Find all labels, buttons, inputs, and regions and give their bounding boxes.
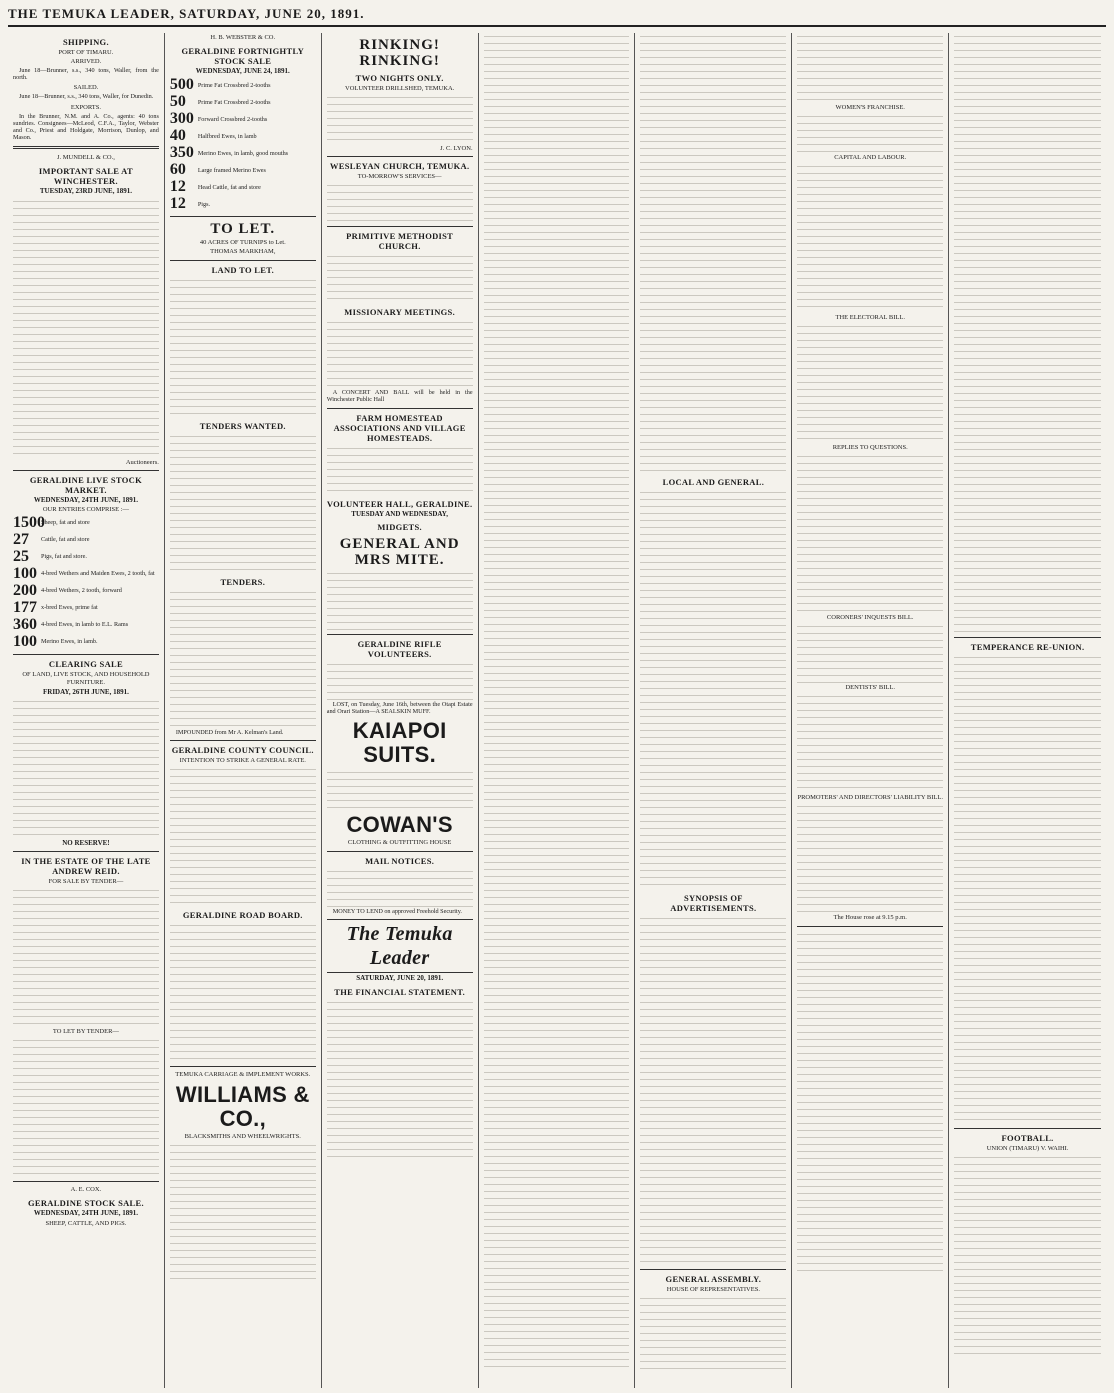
divider [13, 146, 159, 149]
text-body [797, 323, 943, 443]
text-body [170, 277, 316, 417]
lot-text: Cattle, fat and store [41, 536, 90, 544]
column-4 [479, 33, 636, 1388]
text-body [954, 1154, 1101, 1354]
list-item [170, 196, 316, 212]
list-item [13, 532, 159, 548]
sailed-text: June 18—Brunner, s.s., 340 tons, Waller, for Dunedin. [19, 93, 154, 101]
list-item [170, 145, 316, 161]
column-5 [635, 33, 792, 1388]
volunteer-hall: VOLUNTEER DRILLSHED, TEMUKA. [345, 85, 455, 92]
tenders-wanted-heading: TENDERS WANTED. [199, 421, 286, 432]
masthead [8, 6, 1106, 27]
carriage-heading: TEMUKA CARRIAGE & IMPLEMENT WORKS. [175, 1071, 311, 1079]
stock-market-date: WEDNESDAY, 24TH JUNE, 1891. [33, 495, 138, 504]
county-council-heading: GERALDINE COUNTY COUNCIL. [171, 745, 314, 756]
columns [8, 33, 1106, 1388]
list-item [170, 77, 316, 93]
divider [170, 216, 316, 217]
capital-heading: CAPITAL AND LABOUR. [834, 154, 907, 161]
clearing-sub: OF LAND, LIVE STOCK, AND HOUSEHOLD FURNITURE. [22, 671, 150, 687]
text-body [327, 999, 473, 1159]
text-body [640, 915, 786, 1265]
lost-text: LOST, on Tuesday, June 16th, between the Otapi Estate and Orari Station—A SEALSKIN MUFF. [326, 700, 473, 716]
geraldine-stock-date: WEDNESDAY, 24TH JUNE, 1891. [33, 1209, 138, 1218]
cowan-heading: COWAN'S [346, 812, 453, 838]
column-2 [165, 33, 322, 1388]
two-nights-heading: TWO NIGHTS ONLY. [355, 73, 444, 83]
text-body [484, 33, 630, 1373]
house-heading: HOUSE OF REPRESENTATIVES. [666, 1286, 760, 1293]
list-item [13, 583, 159, 599]
promoters-heading: PROMOTERS' AND DIRECTORS' LIABILITY BILL. [797, 794, 943, 801]
exports-label: EXPORTS. [70, 103, 101, 111]
electoral-heading: THE ELECTORAL BILL. [835, 314, 905, 321]
list-item [13, 617, 159, 633]
volunteer-geraldine-heading: VOLUNTEER HALL, GERALDINE. [326, 498, 473, 509]
text-body [327, 868, 473, 908]
webster-name: H. B. WEBSTER & CO. [210, 34, 276, 41]
general-mite-heading: GENERAL AND MRS MITE. [339, 535, 460, 568]
sale-title: IMPORTANT SALE AT WINCHESTER. [38, 166, 133, 187]
lot-number: 12 [169, 195, 186, 213]
webster-date: WEDNESDAY, JUNE 24, 1891. [195, 67, 290, 75]
concert-text: A CONCERT AND BALL will be held in the Winchester Public Hall [326, 389, 473, 404]
text-body [797, 163, 943, 313]
divider [13, 851, 159, 852]
paper-date: SATURDAY, JUNE 20, 1891. [356, 974, 444, 983]
divider [327, 226, 473, 227]
webster-lots [170, 77, 316, 212]
lot-number: 360 [13, 616, 37, 634]
sheep-cattle: SHEEP, CATTLE, AND PIGS. [45, 1219, 127, 1227]
sailed-label: SAILED. [73, 84, 99, 92]
lot-number: 300 [169, 110, 194, 128]
farm-homestead-heading: FARM HOMESTEAD ASSOCIATIONS AND VILLAGE HOMESTEADS. [333, 412, 466, 443]
services-label: TO-MORROW'S SERVICES— [357, 173, 442, 181]
geraldine-stock-heading: GERALDINE STOCK SALE. [27, 1198, 144, 1209]
sale-agent: J. MUNDELL & CO., [56, 154, 115, 162]
coroners-heading: CORONERS' INQUESTS BILL. [826, 614, 914, 621]
list-item [13, 600, 159, 616]
kaiapoi-heading: KAIAPOI SUITS. [352, 718, 447, 768]
lot-number: 177 [13, 599, 37, 617]
divider [640, 1269, 786, 1270]
lot-number: 1500 [13, 514, 45, 532]
clothing-sub: CLOTHING & OUTFITTING HOUSE [347, 839, 452, 847]
mail-heading: MAIL NOTICES. [365, 856, 435, 867]
column-7 [949, 33, 1106, 1388]
arrived-label: ARRIVED. [70, 58, 102, 65]
text-body [327, 319, 473, 389]
divider [170, 1066, 316, 1067]
divider [327, 634, 473, 635]
list-item [13, 515, 159, 531]
arrived-text: June 18—Brunner, s.s., 340 tons, Waller, from the north. [13, 67, 159, 82]
divider [954, 1128, 1101, 1129]
divider [327, 851, 473, 852]
missionary-heading: MISSIONARY MEETINGS. [344, 307, 455, 318]
temperance-heading: TEMPERANCE RE-UNION. [970, 642, 1085, 652]
house-rose: The House rose at 9.15 p.m. [833, 914, 907, 921]
sale-date: TUESDAY, 23RD JUNE, 1891. [39, 187, 132, 196]
lot-text: 4-bred Wethers and Maiden Ewes, 2 tooth, fat [41, 570, 155, 578]
lot-number: 100 [13, 565, 37, 583]
lots-list [13, 515, 159, 650]
money-text: MONEY TO LEND on approved Freehold Security. [332, 908, 462, 916]
text-body [13, 887, 159, 1027]
geraldine-fortnightly-heading: GERALDINE FORTNIGHTLY STOCK SALE [181, 46, 305, 66]
lot-text: Forward Crossbred 2-tooths [197, 115, 268, 123]
text-body [170, 1142, 316, 1282]
text-body [327, 661, 473, 701]
replies-heading: REPLIES TO QUESTIONS. [832, 444, 908, 451]
lot-text: Pigs. [197, 200, 211, 208]
lot-text: Large framed Merino Ewes [197, 166, 266, 174]
tenders-heading: TENDERS. [220, 577, 266, 588]
column-3 [322, 33, 479, 1388]
shipping-heading: SHIPPING. [62, 37, 109, 47]
port-heading: PORT OF TIMARU. [58, 49, 114, 56]
text-body [797, 931, 943, 1271]
rifle-heading: GERALDINE RIFLE VOLUNTEERS. [357, 638, 442, 659]
union-heading: UNION (TIMARU) V. WAIHI. [986, 1145, 1069, 1152]
text-body [797, 803, 943, 913]
list-item [170, 94, 316, 110]
tue-wed-date: TUESDAY AND WEDNESDAY, [351, 509, 448, 518]
football-heading: FOOTBALL. [1001, 1133, 1054, 1143]
paper-title: The Temuka Leader [327, 919, 473, 973]
auctioneers-sig: Auctioneers. [125, 458, 159, 466]
land-to-let-heading: LAND TO LET. [211, 265, 274, 276]
clearing-date: FRIDAY, 26TH JUNE, 1891. [43, 688, 129, 697]
divider [13, 1181, 159, 1182]
lot-number: 25 [13, 548, 29, 566]
divider [170, 740, 316, 741]
text-body [954, 33, 1101, 633]
to-let-heading: TO LET. [210, 221, 276, 238]
lot-text: Prime Fat Crossbred 2-tooths [197, 98, 271, 106]
cox-sig: A. E. COX. [70, 1186, 102, 1194]
stock-market-heading: GERALDINE LIVE STOCK MARKET. [29, 474, 142, 495]
list-item [13, 549, 159, 565]
midgets-heading: MIDGETS. [377, 521, 422, 532]
estate-heading: IN THE ESTATE OF THE LATE ANDREW REID. [21, 856, 151, 877]
list-item [13, 566, 159, 582]
wesleyan-heading: WESLEYAN CHURCH, TEMUKA. [329, 161, 470, 172]
rinking-heading: RINKING! RINKING! [359, 37, 440, 69]
turnips-text: 40 ACRES OF TURNIPS to Let. [199, 239, 286, 247]
text-body [13, 698, 159, 838]
list-item [170, 179, 316, 195]
text-body [327, 769, 473, 809]
impounded-text: IMPOUNDED from Mr A. Kelman's Land. [175, 729, 284, 737]
text-body [327, 445, 473, 495]
womens-heading: WOMEN'S FRANCHISE. [835, 104, 905, 111]
text-body [327, 182, 473, 222]
lot-text: 4-bred Ewes, in lamb to E.L. Rams [41, 621, 129, 629]
text-body [170, 433, 316, 573]
divider [327, 408, 473, 409]
lot-text: Sheep, fat and store [41, 519, 90, 527]
text-body [797, 623, 943, 683]
lot-text: Pigs, fat and store. [41, 553, 87, 561]
strike-rate-heading: INTENTION TO STRIKE A GENERAL RATE. [179, 757, 306, 765]
lot-text: Prime Fat Crossbred 2-tooths [197, 81, 271, 89]
tender-label: FOR SALE BY TENDER— [48, 878, 124, 886]
dentists-heading: DENTISTS' BILL. [845, 684, 895, 691]
list-item [13, 634, 159, 650]
text-body [13, 198, 159, 458]
lot-number: 12 [169, 178, 186, 196]
text-body [797, 113, 943, 153]
text-body [797, 33, 943, 103]
text-body [170, 922, 316, 1062]
divider [13, 470, 159, 471]
page-header-title: THE TEMUKA LEADER, SATURDAY, JUNE 20, 1891. [8, 6, 365, 21]
synopsis-heading: SYNOPSIS OF ADVERTISEMENTS. [670, 893, 757, 913]
lot-number: 100 [13, 633, 37, 651]
let-label: TO LET BY TENDER— [52, 1028, 119, 1036]
lot-number: 50 [169, 93, 186, 111]
text-body [797, 693, 943, 793]
assembly-heading: GENERAL ASSEMBLY. [665, 1274, 762, 1284]
lyon-sig: J. C. LYON. [440, 145, 473, 152]
lot-text: Halfbred Ewes, in lamb [197, 132, 257, 140]
list-item [170, 162, 316, 178]
blacksmiths-sub: BLACKSMITHS AND WHEELWRIGHTS. [184, 1133, 301, 1141]
text-body [954, 654, 1101, 1124]
text-body [170, 589, 316, 729]
text-body [327, 570, 473, 630]
divider [327, 156, 473, 157]
lot-number: 200 [13, 582, 37, 600]
lot-text: 4-bred Wethers, 2 tooth, forward [41, 587, 122, 595]
lot-number: 27 [13, 531, 29, 549]
divider [797, 926, 943, 927]
no-reserve: NO RESERVE! [62, 839, 110, 848]
text-body [170, 766, 316, 906]
lot-text: Merino Ewes, in lamb. [41, 638, 98, 646]
text-body [640, 489, 786, 889]
column-6 [792, 33, 949, 1388]
divider [170, 260, 316, 261]
lot-number: 60 [169, 161, 186, 179]
primitive-heading: PRIMITIVE METHODIST CHURCH. [346, 231, 454, 252]
lot-text: Head Cattle, fat and store [197, 183, 261, 191]
local-general-heading: LOCAL AND GENERAL. [662, 477, 765, 487]
text-body [797, 453, 943, 613]
list-item [170, 128, 316, 144]
lot-text: x-bred Ewes, prime fat [41, 604, 98, 612]
lot-number: 40 [169, 127, 186, 145]
text-body [13, 1037, 159, 1177]
text-body [640, 33, 786, 473]
williams-heading: WILLIAMS & CO., [175, 1082, 310, 1132]
road-board-heading: GERALDINE ROAD BOARD. [182, 910, 303, 921]
text-body [640, 1295, 786, 1375]
entries-label: OUR ENTRIES COMPRISE :— [42, 506, 129, 514]
lot-text: Merino Ewes, in lamb, good mouths [197, 149, 289, 157]
markham-sig: THOMAS MARKHAM, [210, 248, 276, 256]
divider [954, 637, 1101, 638]
text-body [327, 253, 473, 303]
lot-number: 350 [169, 144, 194, 162]
exports-text: In the Brunner, N.M. and A. Co., agents: 40 tons sundries. Consignees—McLeod, C.F.A., Taylor, Webster and Co., Priest and Holdgate, Morrison, Dunlop, and Mason. [13, 112, 159, 142]
fin-statement-heading: THE FINANCIAL STATEMENT. [334, 986, 465, 997]
list-item [170, 111, 316, 127]
divider [13, 654, 159, 655]
text-body [327, 94, 473, 144]
column-1 [8, 33, 165, 1388]
lot-number: 500 [169, 76, 194, 94]
clearing-heading: CLEARING SALE [48, 659, 123, 670]
